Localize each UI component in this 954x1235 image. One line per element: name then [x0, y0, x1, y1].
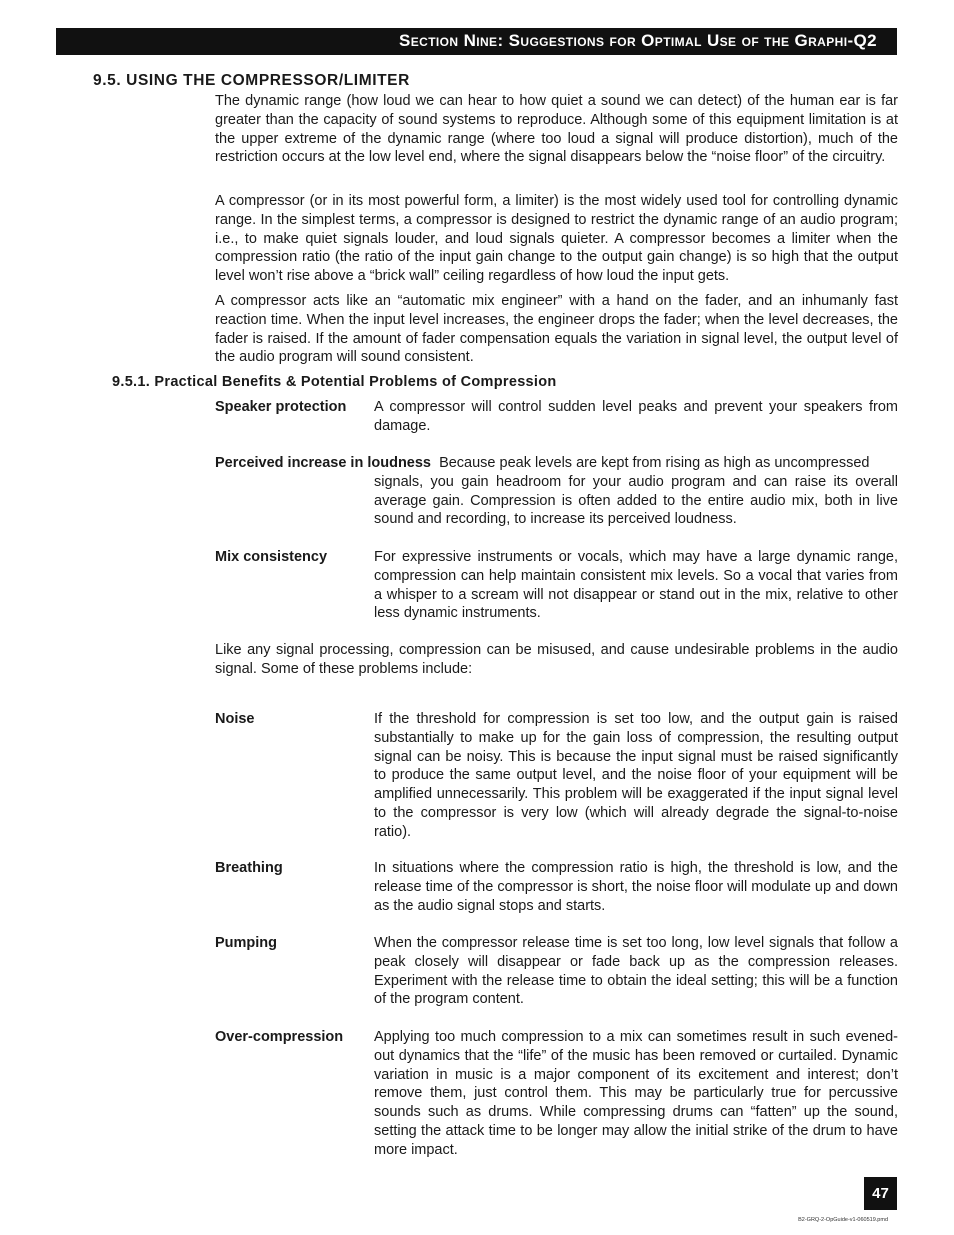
def-over-compression: Applying too much compression to a mix can sometimes result in such evened-out dynamics that the “life” of the music has been removed or curtailed. Dynamic variation in music is a major component of its excitement and interest; don’t remove them, just control them. This may be particularly true for percussive sounds such as drums. While compressing drums can “fatten” up the sound, setting the attack time to be longer may allow the initial strike of the drum to have more impact.: [374, 1029, 898, 1158]
problems-intro-paragraph: Like any signal processing, compression can be misused, and cause undesirable problems in the audio signal. Some of these problems include:: [215, 642, 898, 677]
intro-paragraph-2: A compressor (or in its most powerful form, a limiter) is the most widely used tool for controlling dynamic range. In the simplest terms, a compressor is designed to restrict the dynamic range of an audio program; i.e., to make quiet signals louder, and loud signals quieter. A compressor becomes a limiter when the compression ratio (the ratio of the input gain change to the output gain change) is so high that the output level won’t rise above a “brick wall” ceiling regardless of how loud the input gets.: [215, 193, 898, 285]
def-noise: If the threshold for compression is set too low, and the output gain is raised substantially to make up for the gain loss of compression, the resulting output signal can be noisy. This is because the input signal must be raised significantly to produce the same output level, and the noise floor of your equipment will be amplified unnecessarily. This problem will be exaggerated if the input signal level to the compressor is very low (which will already degrade the signal-to-noise ratio).: [374, 711, 898, 840]
def-mix-consistency: For expressive instruments or vocals, which may have a large dynamic range, compression can help maintain consistent mix levels. So a vocal that varies from a whisper to a scream will not disappear or stand out in the mix, relative to other less dynamic instruments.: [374, 549, 898, 622]
section-heading: 9.5. USING THE COMPRESSOR/LIMITER: [93, 72, 410, 89]
section-header-bar: [56, 28, 897, 55]
term-mix-consistency: Mix consistency: [215, 549, 328, 565]
term-speaker-protection: Speaker protection: [215, 399, 347, 415]
footer-file-name: B2-GRQ-2-OpGuide-v1-060519.pmd: [798, 1217, 888, 1223]
def-perceived-loudness-first: Because peak levels are kept from rising as high as uncompressed: [439, 455, 870, 471]
intro-paragraph-3: A compressor acts like an “automatic mix engineer” with a hand on the fader, and an inhumanly fast reaction time. When the input level increases, the engineer drops the fader; when the level decreases, the fader is raised. If the amount of fader compensation equals the variation in signal level, the output level of the audio program will sound consistent.: [215, 293, 898, 366]
intro-paragraph-1: The dynamic range (how loud we can hear to how quiet a sound we can detect) of the human ear is far greater than the capacity of sound systems to reproduce. Although some of this equipment limitation is at the upper extreme of the dynamic range (where too loud a signal will produce distortion), much of the restriction occurs at the low level end, where the signal disappears below the “noise floor” of the circuitry.: [215, 93, 898, 166]
page-number: 47: [864, 1177, 897, 1210]
entry-perceived-loudness: [215, 454, 898, 529]
def-pumping: When the compressor release time is set too long, low level signals that follow a peak closely will disappear or fade back up as the compression releases. Experiment with the release time to obtain the ideal setting; this will be a function of the program content.: [374, 935, 898, 1008]
term-over-compression: Over-compression: [215, 1029, 344, 1045]
term-noise: Noise: [215, 711, 255, 727]
def-breathing: In situations where the compression ratio is high, the threshold is low, and the release time of the compressor is short, the noise floor will modulate up and down as the audio signal stops and starts.: [374, 860, 898, 914]
section-header-title: Section Nine: Suggestions for Optimal Use of the Graphi-Q2: [398, 31, 877, 50]
def-perceived-loudness-rest: signals, you gain headroom for your audio program and can raise its overall average gain. Compression is often added to the entire audio mix, both in live sound and recording, to increase its perceived loudness.: [374, 473, 898, 528]
subsection-heading: 9.5.1. Practical Benefits & Potential Problems of Compression: [112, 374, 557, 390]
def-speaker-protection: A compressor will control sudden level peaks and prevent your speakers from damage.: [374, 399, 898, 434]
term-pumping: Pumping: [215, 935, 278, 951]
term-breathing: Breathing: [215, 860, 283, 876]
term-perceived-loudness: Perceived increase in loudness: [215, 455, 431, 471]
